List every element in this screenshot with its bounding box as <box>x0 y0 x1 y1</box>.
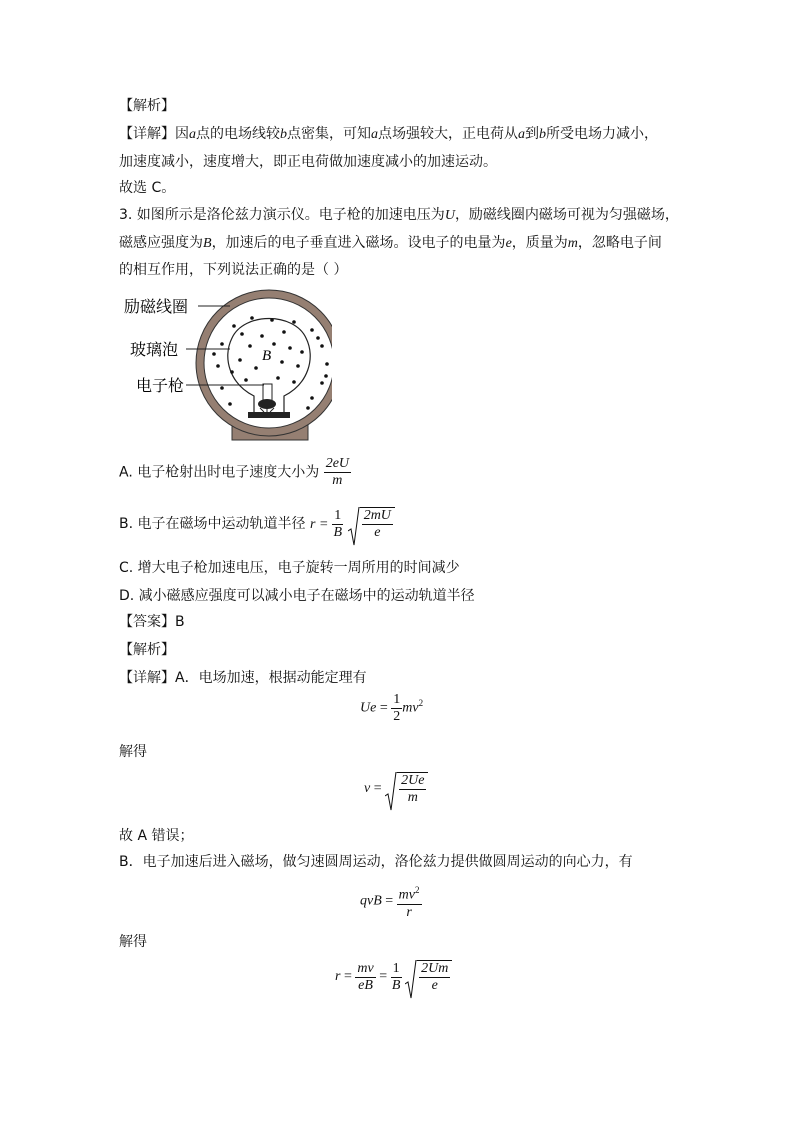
field-dot <box>238 358 242 362</box>
text: A．电场加速，根据动能定理有 <box>175 670 367 686</box>
denominator: B <box>391 977 401 993</box>
field-dot <box>232 324 236 328</box>
numerator: 1 <box>392 960 400 976</box>
field-dot <box>254 366 258 370</box>
solve-label-1: 解得 <box>119 744 147 760</box>
numerator: 2eU <box>325 456 350 471</box>
var-a: a <box>518 127 525 142</box>
sqrt-expr <box>385 772 428 806</box>
denominator: e <box>374 525 381 540</box>
text: 因 <box>175 126 189 142</box>
field-dot <box>282 330 286 334</box>
denominator: e <box>431 978 438 993</box>
equation-1 <box>360 692 423 725</box>
lhs: v <box>364 781 371 797</box>
var-B: B <box>203 236 212 251</box>
field-dot <box>228 402 232 406</box>
field-dot <box>272 342 276 346</box>
bulb-label: 玻璃泡 <box>130 340 179 359</box>
numerator: 2Ue <box>401 773 425 788</box>
denominator: 2 <box>393 709 401 724</box>
field-dot <box>212 352 216 356</box>
numerator: mv <box>357 960 374 976</box>
equation-4 <box>335 960 452 994</box>
sqrt-sign <box>405 960 417 1000</box>
denominator: m <box>407 790 418 805</box>
equation-2 <box>364 772 428 806</box>
equals: = <box>319 517 328 532</box>
lorentz-apparatus-figure <box>122 288 332 443</box>
a-wrong: 故 A 错误； <box>119 828 194 844</box>
sqrt-expr <box>348 507 395 541</box>
field-dot <box>260 334 264 338</box>
field-dot <box>220 386 224 390</box>
field-dot <box>300 350 304 354</box>
detail-line-1 <box>119 124 658 145</box>
text: 点场强较大，正电荷从 <box>378 126 518 142</box>
field-dot <box>220 342 224 346</box>
field-dot <box>320 344 324 348</box>
text: 点的电场线较 <box>196 126 280 142</box>
sqrt-expr <box>405 960 452 994</box>
detail-label: 【详解】 <box>119 126 175 142</box>
option-A-fraction <box>324 456 351 489</box>
exponent: 2 <box>418 698 424 709</box>
numerator: 1 <box>393 692 401 707</box>
field-dot <box>325 362 329 366</box>
var-a: a <box>189 127 196 142</box>
gun-base <box>248 412 290 418</box>
lhs: r <box>335 969 341 985</box>
field-dot <box>270 318 274 322</box>
text: 所受电场力减小， <box>546 126 658 142</box>
denominator: m <box>332 473 343 488</box>
option-B <box>119 507 395 541</box>
field-dot <box>248 344 252 348</box>
var-a: a <box>371 127 378 142</box>
var-m: m <box>567 236 578 251</box>
denominator: eB <box>358 977 373 993</box>
text: 磁感应强度为 <box>119 235 203 251</box>
equals: = <box>379 700 388 716</box>
field-dot <box>250 316 254 320</box>
exponent: 2 <box>415 885 420 895</box>
text: ，忽略电子间 <box>577 235 662 251</box>
field-dot <box>288 346 292 350</box>
field-dot <box>244 378 248 382</box>
field-dot <box>316 336 320 340</box>
equals: = <box>385 893 394 909</box>
detail-line-3 <box>119 668 367 688</box>
detail-label: 【详解】 <box>119 670 175 686</box>
text: 点密集，可知 <box>287 126 371 142</box>
denominator: B <box>333 524 343 540</box>
field-dot <box>240 332 244 336</box>
analysis-header-2: 【解析】 <box>119 642 175 658</box>
var-b: b <box>280 127 287 142</box>
equals: = <box>373 781 382 797</box>
numerator: mv <box>398 887 415 903</box>
option-C: C. 增大电子枪加速电压，电子旋转一周所用的时间减少 <box>119 560 460 576</box>
field-dot <box>296 364 300 368</box>
var-e: e <box>505 236 512 251</box>
lhs: Ue <box>360 700 377 716</box>
var-b: b <box>539 127 546 142</box>
text: 3. 如图所示是洛伦兹力演示仪。电子枪的加速电压为 <box>119 207 445 223</box>
question-3-line-3: 的相互作用，下列说法正确的是（ ） <box>119 262 348 278</box>
text: ，质量为 <box>511 235 568 251</box>
rhs: mv <box>402 700 419 716</box>
field-dot <box>310 328 314 332</box>
question-3-line-1 <box>119 205 679 226</box>
option-B-text: B. 电子在磁场中运动轨道半径 <box>119 516 306 532</box>
equation-3 <box>360 882 422 921</box>
field-dot <box>292 320 296 324</box>
field-dot <box>292 380 296 384</box>
analysis-header-1: 【解析】 <box>119 98 175 114</box>
var-U: U <box>444 208 455 223</box>
option-A <box>119 456 351 489</box>
sqrt-sign <box>385 772 397 812</box>
apparatus-diagram <box>122 288 332 443</box>
equals: = <box>343 969 352 985</box>
sqrt-sign <box>348 507 360 547</box>
b-explanation: B．电子加速后进入磁场，做匀速圆周运动，洛伦兹力提供做圆周运动的向心力，有 <box>119 854 633 870</box>
field-dot <box>276 376 280 380</box>
detail-line-2: 加速度减小，速度增大，即正电荷做加速度减小的加速运动。 <box>119 154 497 170</box>
option-A-text: A. 电子枪射出时电子速度大小为 <box>119 464 320 481</box>
text: ，加速后的电子垂直进入磁场。设电子的电量为 <box>211 235 506 251</box>
denominator: r <box>406 904 412 920</box>
var-r: r <box>309 517 316 532</box>
numerator: 2mU <box>363 508 391 523</box>
field-dot <box>310 396 314 400</box>
choose-answer: 故选 C。 <box>119 180 176 196</box>
field-dot <box>230 370 234 374</box>
text: ，励磁线圈内磁场可视为匀强磁场， <box>454 207 679 223</box>
option-D: D. 减小磁感应强度可以减小电子在磁场中的运动轨道半径 <box>119 588 475 604</box>
one-over-B <box>332 508 343 541</box>
numerator: 2Um <box>421 961 449 976</box>
text: 到 <box>525 126 539 142</box>
lhs: qvB <box>360 893 382 909</box>
equals: = <box>379 969 388 985</box>
field-label-B: B <box>262 348 272 364</box>
field-dot <box>306 406 310 410</box>
gun-label: 电子枪 <box>136 376 185 395</box>
field-dot <box>320 381 324 385</box>
field-dot <box>280 360 284 364</box>
coil-label: 励磁线圈 <box>124 297 189 316</box>
numerator: 1 <box>334 507 342 523</box>
solve-label-2: 解得 <box>119 934 147 950</box>
field-dot <box>324 374 328 378</box>
field-dot <box>216 364 220 368</box>
question-3-line-2 <box>119 233 662 254</box>
answer: 【答案】B <box>119 614 185 630</box>
